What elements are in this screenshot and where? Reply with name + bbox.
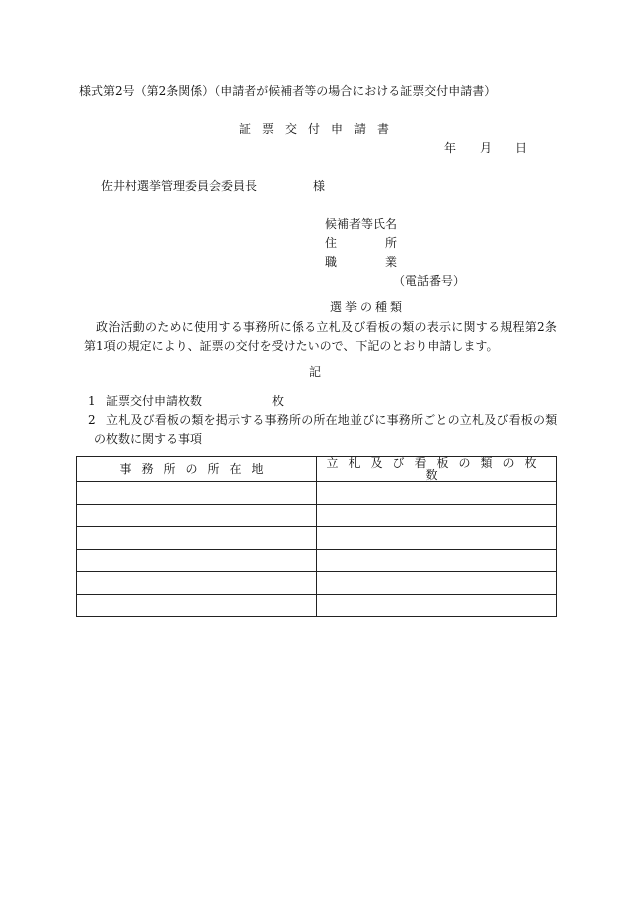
signboard-count-cell[interactable] [317,594,557,617]
signboard-count-cell[interactable] [317,482,557,505]
signboard-count-cell[interactable] [317,572,557,595]
date-year: 年 [444,141,457,155]
signboard-count-cell[interactable] [317,504,557,527]
address-label-char-1: 住 [325,236,338,250]
item-2-line-1: 立札及び看板の類を掲示する事務所の所在地並びに事務所ごとの立札及び看板の類 [106,413,558,427]
office-signboard-table [76,456,557,617]
item-2-number: 2 [88,413,96,427]
body-text-line-1: 政治活動のために使用する事務所に係る立札及び看板の類の表示に関する規程第2条 [96,320,558,334]
occupation-label-char-1: 職 [325,255,338,269]
ki-heading: 記 [309,365,322,379]
column-header-office-location: 事務所の所在地 [77,457,317,482]
document-title: 証票交付申請書 [239,122,401,136]
office-location-cell[interactable] [77,594,317,617]
date-month: 月 [480,141,493,155]
table-row [77,572,557,595]
office-location-cell[interactable] [77,482,317,505]
signboard-count-cell[interactable] [317,527,557,550]
office-location-cell[interactable] [77,504,317,527]
address-label-char-2: 所 [385,236,398,250]
item-1-unit: 枚 [272,394,285,408]
table-row [77,482,557,505]
table-row [77,549,557,572]
signboard-count-cell[interactable] [317,549,557,572]
table-row [77,527,557,550]
office-location-cell[interactable] [77,549,317,572]
table-row [77,504,557,527]
addressee-honorific: 様 [313,179,326,193]
occupation-label-char-2: 業 [385,255,398,269]
body-text-line-2: 第1項の規定により、証票の交付を受けたいので、下記のとおり申請します。 [84,339,499,353]
office-location-cell[interactable] [77,527,317,550]
office-location-cell[interactable] [77,572,317,595]
item-1-number: 1 [88,394,96,408]
item-1-label: 証票交付申請枚数 [106,394,203,408]
table-header-row [77,457,557,482]
candidate-name-label: 候補者等氏名 [325,217,398,231]
column-header-signboard-count: 立札及び看板の類の枚数 [317,457,557,482]
election-type-label: 選挙の種類 [330,300,406,314]
table-row [77,594,557,617]
form-number: 様式第2号（第2条関係）（申請者が候補者等の場合における証票交付申請書） [79,84,497,98]
phone-label: （電話番号） [393,274,466,288]
addressee-name: 佐井村選挙管理委員会委員長 [101,179,258,193]
item-2-line-2: の枚数に関する事項 [94,432,203,446]
date-day: 日 [515,141,528,155]
